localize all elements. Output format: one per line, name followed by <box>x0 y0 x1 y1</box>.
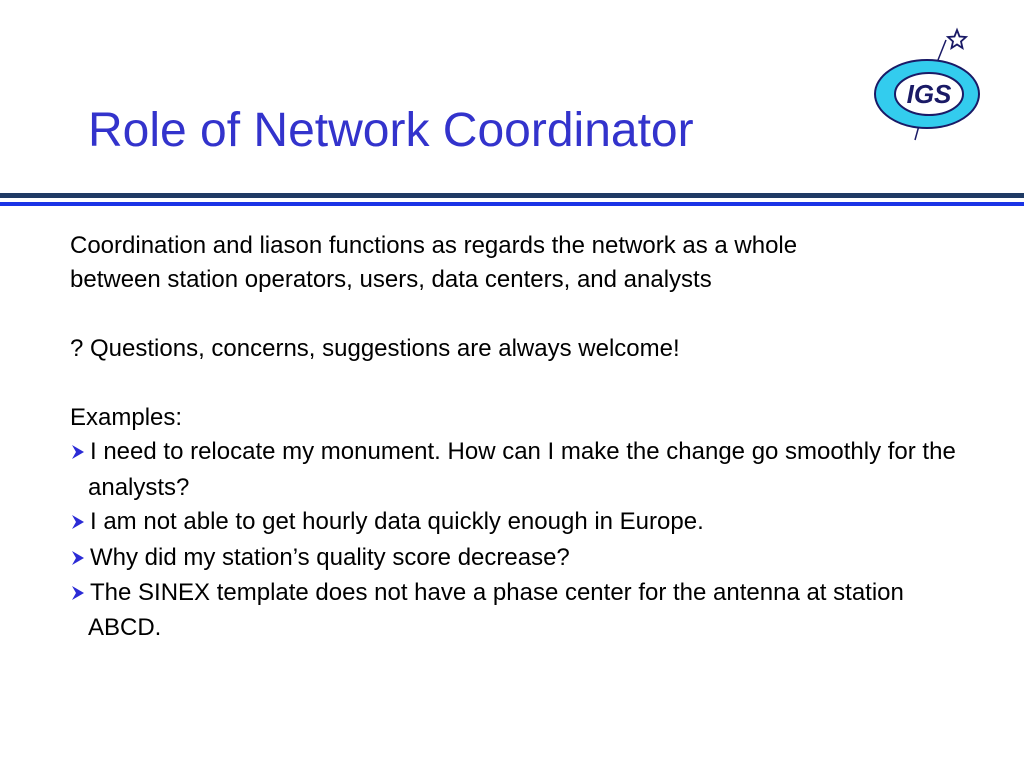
bullet-text: I am not able to get hourly data quickly enough in Europe. <box>90 508 704 536</box>
intro-line-2: between station operators, users, data centers, and analysts <box>70 266 712 294</box>
header-rule-dark <box>0 193 1024 198</box>
list-item <box>50 541 970 576</box>
intro-line-1: Coordination and liason functions as regards the network as a whole <box>70 232 798 259</box>
slide-title: Role of Network Coordinator <box>88 104 694 157</box>
arrow-bullet-icon <box>70 506 90 540</box>
list-item <box>50 576 970 646</box>
bullet-text: I need to relocate my monument. How can I make the change go smoothly for the analysts? <box>88 438 956 501</box>
list-item <box>50 435 970 505</box>
arrow-bullet-icon <box>70 577 90 611</box>
logo-text: IGS <box>906 79 952 109</box>
arrow-bullet-icon <box>70 436 90 470</box>
examples-heading: Examples: <box>70 404 183 431</box>
questions-line: ? Questions, concerns, suggestions are always welcome! <box>70 335 680 363</box>
list-item <box>50 505 970 540</box>
slide-body <box>70 229 970 646</box>
arrow-bullet-icon <box>70 542 90 576</box>
star-icon <box>948 30 966 48</box>
header-rule-blue <box>0 202 1024 206</box>
bullet-text: The SINEX template does not have a phase center for the antenna at station ABCD. <box>88 579 904 642</box>
bullet-text: Why did my station’s quality score decrease? <box>90 543 570 571</box>
igs-logo <box>868 22 990 144</box>
